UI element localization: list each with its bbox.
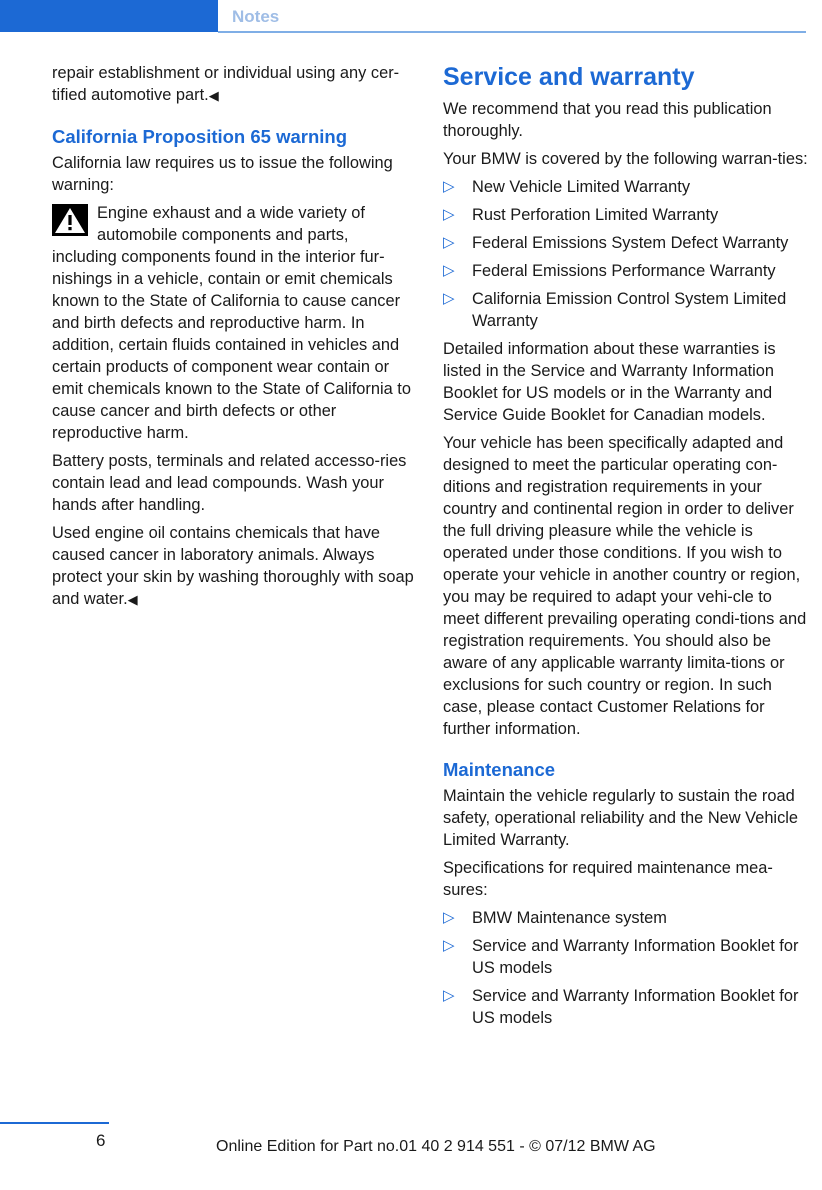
maintenance-heading: Maintenance	[443, 759, 556, 780]
prop65-heading: California Proposition 65 warning	[52, 126, 348, 147]
list-item	[443, 176, 808, 198]
adapted-paragraph: Your vehicle has been specifically adapted and designed to meet the particular operating con-ditions and registration requirements in your country and continental region in order to deliver the full driving pleasure while the vehicle is operated under those conditions. If you wish to operate your vehicle in another country or region, you may be required to adapt your vehi-cle to meet different prevailing operating condi-tions and registration requirements. You should also be aware of any applicable warranty limita-tions or exclusions for such country or region. In such case, please contact Customer Relations for further information.	[443, 434, 807, 738]
warranty-item-text: Federal Emissions Performance Warranty	[472, 262, 776, 280]
footer-rule	[0, 1122, 109, 1124]
oil-text: Used engine oil contains chemicals that have caused cancer in laboratory animals. Always protect your skin by washing thoroughly with soap and water.	[52, 524, 414, 608]
footer-edition-text: Online Edition for Part no.01 40 2 914 551 - © 07/12 BMW AG	[216, 1138, 656, 1155]
list-item	[443, 260, 808, 282]
list-item	[443, 204, 808, 226]
recommend-paragraph: We recommend that you read this publication thoroughly.	[443, 100, 772, 140]
detailed-paragraph: Detailed information about these warranties is listed in the Service and Warranty Information Booklet for US models or in the Warranty and Service Guide Booklet for Canadian models.	[443, 340, 776, 424]
end-mark-icon: ◀	[208, 88, 219, 103]
bullet-icon: ▷	[443, 290, 455, 307]
list-item	[443, 935, 808, 979]
maintenance-item-text: Service and Warranty Information Booklet for US models	[472, 987, 799, 1027]
intro-text: repair establishment or individual using any cer-tified automotive part.	[52, 64, 400, 104]
service-warranty-heading: Service and warranty	[443, 63, 695, 91]
maintenance-item-text: BMW Maintenance system	[472, 909, 667, 927]
right-column	[443, 62, 808, 1035]
end-mark-icon: ◀	[127, 592, 138, 607]
bullet-icon: ▷	[443, 937, 455, 954]
bullet-icon: ▷	[443, 909, 455, 926]
warning-triangle-icon	[52, 204, 88, 236]
bullet-icon: ▷	[443, 987, 455, 1004]
list-item	[443, 907, 808, 929]
bullet-icon: ▷	[443, 206, 455, 223]
intro-paragraph	[52, 62, 414, 107]
header-color-block	[0, 0, 218, 32]
list-item	[443, 985, 808, 1029]
left-column	[52, 62, 414, 617]
warning-block	[52, 202, 414, 444]
header-section-label: Notes	[232, 7, 280, 26]
warranty-list	[443, 176, 808, 332]
maintenance-item-text: Service and Warranty Information Booklet for US models	[472, 937, 799, 977]
page-number: 6	[96, 1131, 106, 1150]
warning-text: Engine exhaust and a wide variety of automobile components and parts, including components found in the interior fur-nishings in a vehicle, contain or emit chemicals known to the State of California to cause cancer and birth defects and reproductive harm. In addition, certain fluids contained in vehicles and certain products of component wear contain or emit chemicals known to the State of California to cause cancer and birth defects or other reproductive harm.	[52, 204, 411, 442]
battery-paragraph: Battery posts, terminals and related accesso-ries contain lead and lead compounds. Wash your hands after handling.	[52, 452, 407, 514]
warranty-item-text: New Vehicle Limited Warranty	[472, 178, 691, 196]
header-rule	[218, 31, 806, 33]
prop65-intro: California law requires us to issue the following warning:	[52, 154, 393, 194]
bullet-icon: ▷	[443, 178, 455, 195]
oil-paragraph	[52, 522, 414, 611]
list-item	[443, 288, 808, 332]
maintain-paragraph: Maintain the vehicle regularly to sustain the road safety, operational reliability and the New Vehicle Limited Warranty.	[443, 787, 799, 849]
specs-paragraph: Specifications for required maintenance mea-sures:	[443, 859, 773, 899]
warranty-item-text: Rust Perforation Limited Warranty	[472, 206, 719, 224]
list-item	[443, 232, 808, 254]
bullet-icon: ▷	[443, 262, 455, 279]
maintenance-list	[443, 907, 808, 1029]
warranty-item-text: California Emission Control System Limited Warranty	[472, 290, 787, 330]
warranty-item-text: Federal Emissions System Defect Warranty	[472, 234, 789, 252]
bullet-icon: ▷	[443, 234, 455, 251]
covered-paragraph: Your BMW is covered by the following warran-ties:	[443, 150, 808, 168]
